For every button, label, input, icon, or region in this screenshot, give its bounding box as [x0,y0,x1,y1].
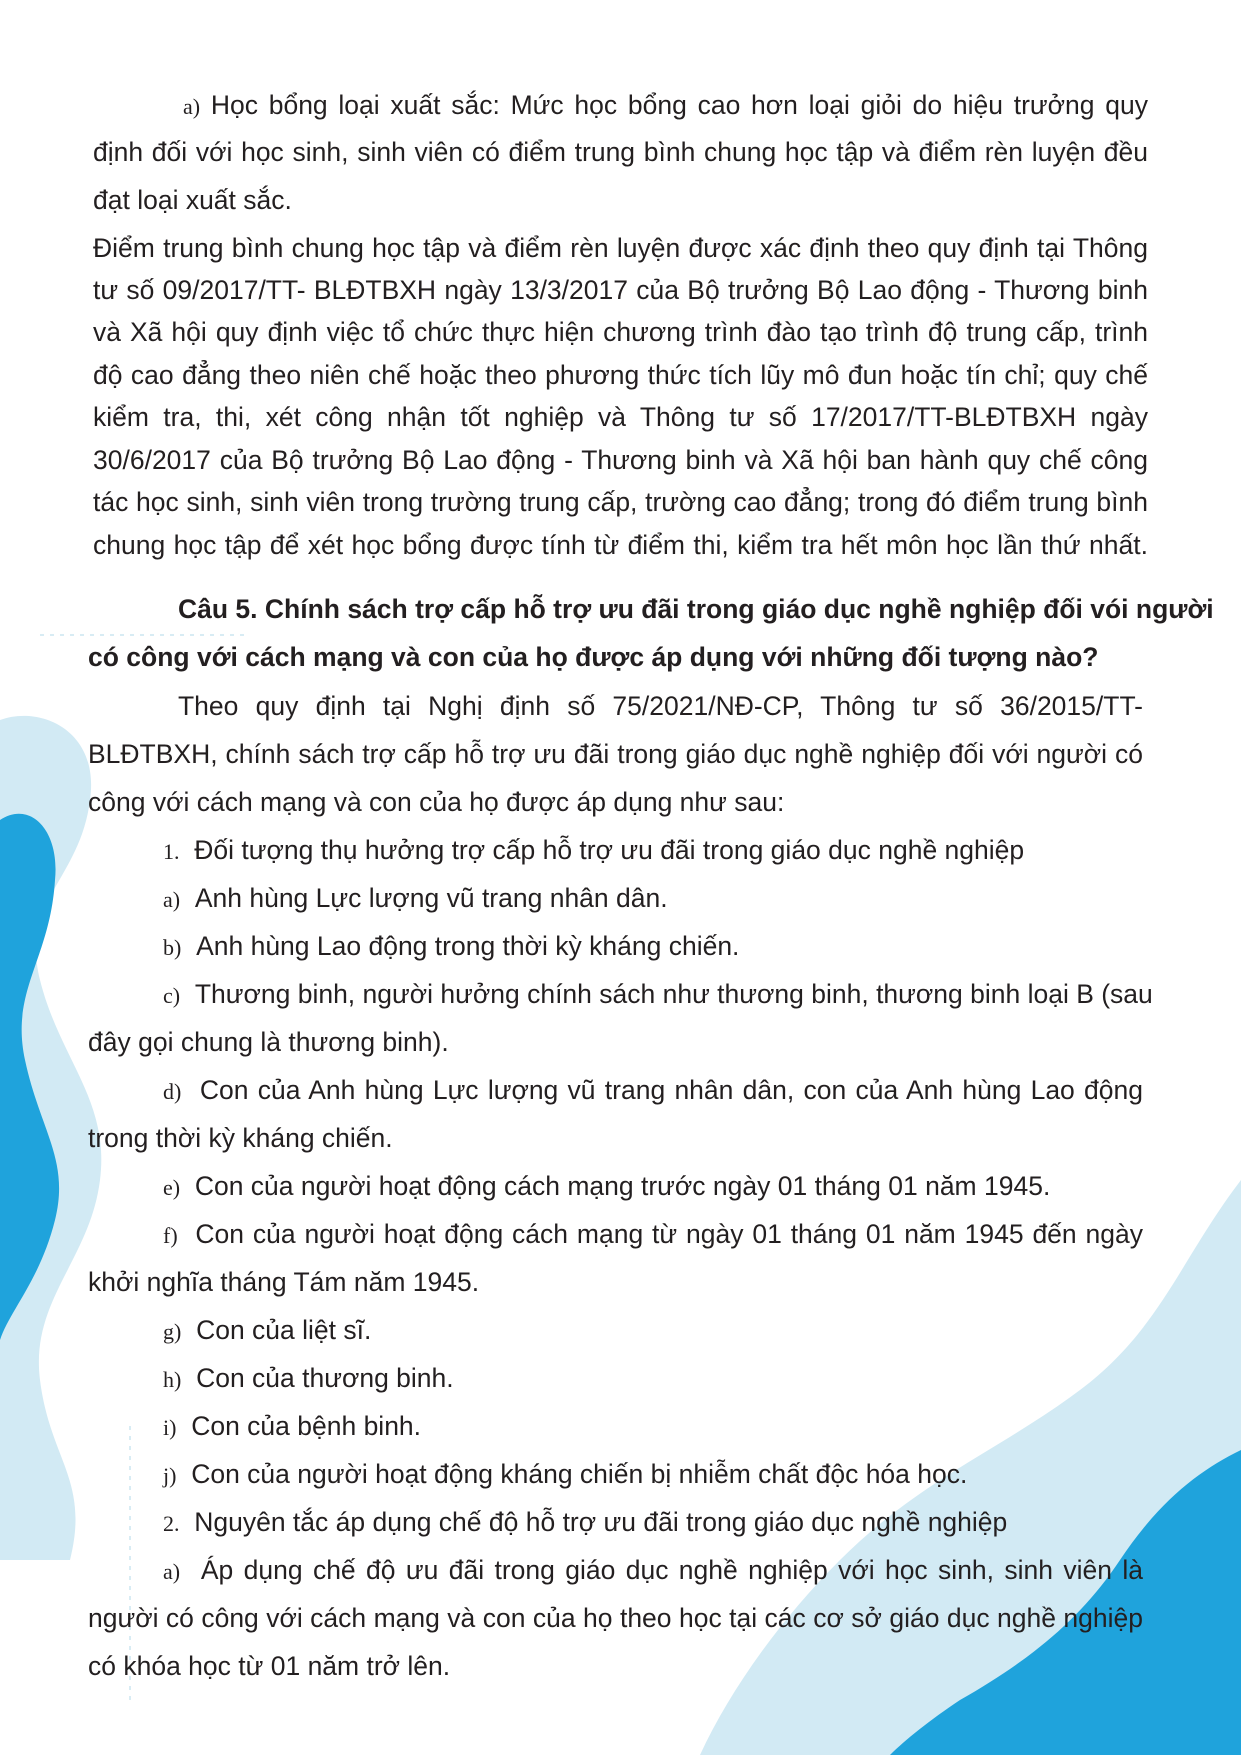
para-gpa-line: độ cao đẳng theo niên chế hoặc theo phương thức tích lũy mô đun hoặc tín chỉ; quy chế [93,360,1148,390]
text: Con của người hoạt động cách mạng trước ngày 01 tháng 01 năm 1945. [194,1171,1051,1201]
list-marker: c) [163,983,181,1008]
list-item-f-continuation: khởi nghĩa tháng Tám năm 1945. [88,1267,480,1297]
para-gpa-line: chung học tập để xét học bổng được tính từ điểm thi, kiểm tra hết môn học lần thứ nhất. [93,530,1148,560]
para-gpa-line: 30/6/2017 của Bộ trưởng Bộ Lao động - Thương binh và Xã hội ban hành quy chế công [93,445,1148,475]
list-item-c-continuation: đây gọi chung là thương binh). [88,1027,449,1057]
para-gpa-line: Điểm trung bình chung học tập và điểm rèn luyện được xác định theo quy định tại Thông [93,233,1148,263]
list-marker: f) [163,1223,178,1248]
list-marker: b) [163,935,182,960]
list-item-e [163,1169,1050,1205]
list-marker: a) [183,94,201,119]
text: Con của thương binh. [196,1363,454,1393]
section-2-item-a [163,1553,1143,1589]
list-marker: j) [163,1463,177,1488]
text: Thương binh, người hưởng chính sách như thương binh, thương binh loại B (sau [194,979,1153,1009]
para-excellent-line-2: định đối với học sinh, sinh viên có điểm trung bình chung học tập và điểm rèn luyện đều [93,137,1148,167]
text: Học bổng loại xuất sắc: Mức học bổng cao hơn loại giỏi do hiệu trưởng quy [210,90,1148,120]
list-marker: i) [163,1415,177,1440]
text: Đối tượng thụ hưởng trợ cấp hỗ trợ ưu đãi trong giáo dục nghề nghiệp [194,835,1025,865]
para-gpa-line: tư số 09/2017/TT- BLĐTBXH ngày 13/3/2017 của Bộ trưởng Bộ Lao động - Thương binh [93,275,1148,305]
section-2-item-a-continuation-2: có khóa học từ 01 năm trở lên. [88,1651,451,1681]
text: Anh hùng Lao động trong thời kỳ kháng chiến. [196,931,740,961]
question-5-heading-line-2: có công với cách mạng và con của họ được áp dụng với những đối tượng nào? [88,642,1099,672]
list-marker: e) [163,1175,181,1200]
list-marker: 1. [163,839,180,864]
list-item-d-continuation: trong thời kỳ kháng chiến. [88,1123,393,1153]
text: Anh hùng Lực lượng vũ trang nhân dân. [194,883,668,913]
answer-intro-line-3: công với cách mạng và con của họ được áp dụng như sau: [88,787,785,817]
para-excellent-line-1 [183,88,1148,124]
para-gpa-line: kiểm tra, thi, xét công nhận tốt nghiệp và Thông tư số 17/2017/TT-BLĐTBXH ngày [93,402,1148,432]
text: Áp dụng chế độ ưu đãi trong giáo dục nghề nghiệp với học sinh, sinh viên là [200,1555,1143,1585]
section-2-item-a-continuation-1: người có công với cách mạng và con của họ theo học tại các cơ sở giáo dục nghề nghiệp [88,1603,1143,1633]
list-marker: h) [163,1367,182,1392]
text: Con của người hoạt động kháng chiến bị nhiễm chất độc hóa học. [191,1459,968,1489]
text: Con của liệt sĩ. [196,1315,372,1345]
list-marker: a) [163,887,181,912]
text: Con của Anh hùng Lực lượng vũ trang nhân dân, con của Anh hùng Lao động [199,1075,1143,1105]
para-excellent-line-3: đạt loại xuất sắc. [93,185,292,215]
list-item-g [163,1313,371,1349]
list-item-h [163,1361,454,1397]
list-marker: a) [163,1559,181,1584]
para-gpa-line: và Xã hội quy định việc tổ chức thực hiện chương trình đào tạo trình độ trung cấp, trình [93,317,1148,347]
text: Con của bệnh binh. [191,1411,422,1441]
list-marker: g) [163,1319,182,1344]
section-1-heading [163,833,1024,869]
list-item-c [163,977,1153,1013]
text: Nguyên tắc áp dụng chế độ hỗ trợ ưu đãi trong giáo dục nghề nghiệp [194,1507,1008,1537]
section-2-heading [163,1505,1007,1541]
list-item-i [163,1409,421,1445]
answer-intro-line-2: BLĐTBXH, chính sách trợ cấp hỗ trợ ưu đãi trong giáo dục nghề nghiệp đối với người có [88,739,1143,769]
answer-intro-line-1: Theo quy định tại Nghị định số 75/2021/NĐ-CP, Thông tư số 36/2015/TT- [178,691,1143,721]
text: Con của người hoạt động cách mạng từ ngày 01 tháng 01 năm 1945 đến ngày [195,1219,1143,1249]
list-item-b [163,929,739,965]
list-item-j [163,1457,967,1493]
para-gpa-line: tác học sinh, sinh viên trong trường trung cấp, trường cao đẳng; trong đó điểm trung bình [93,487,1148,517]
list-item-d [163,1073,1143,1109]
list-item-a [163,881,668,917]
list-marker: 2. [163,1511,180,1536]
question-5-heading-line-1: Câu 5. Chính sách trợ cấp hỗ trợ ưu đãi trong giáo dục nghề nghiệp đối vói người [178,594,1214,624]
list-marker: d) [163,1079,182,1104]
list-item-f [163,1217,1143,1253]
